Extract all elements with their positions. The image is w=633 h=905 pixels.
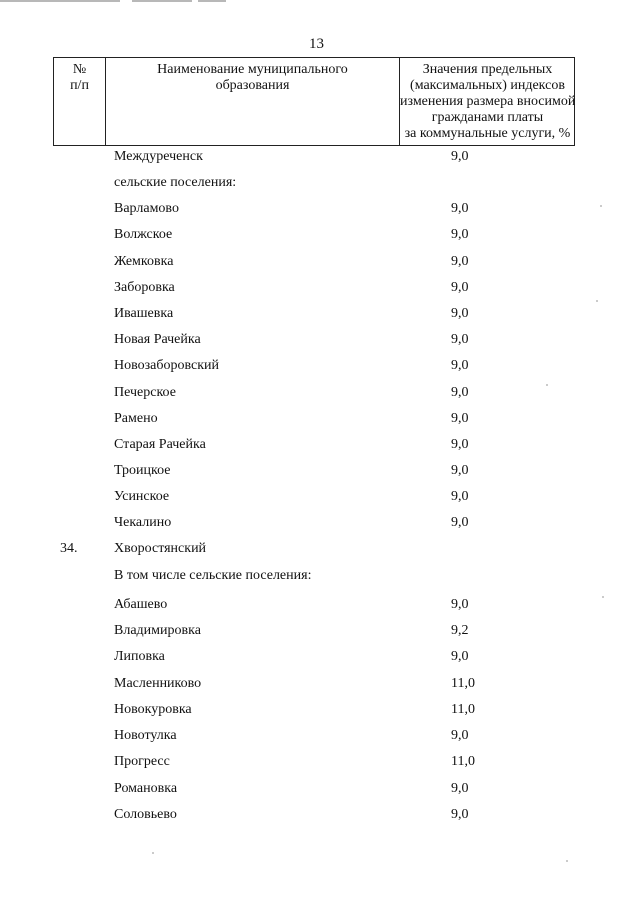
- table-row: [0, 754, 633, 774]
- table-row: [0, 623, 633, 643]
- row-name: Масленниково: [114, 676, 202, 691]
- row-name: Ивашевка: [114, 306, 174, 321]
- row-name: Усинское: [114, 489, 170, 504]
- header-value-column: [400, 58, 575, 145]
- row-name: Троицкое: [114, 463, 171, 478]
- table-row: [0, 306, 633, 326]
- table-row: [0, 702, 633, 722]
- row-name: Прогресс: [114, 754, 170, 769]
- row-name: Волжское: [114, 227, 173, 242]
- row-value: 9,0: [451, 332, 469, 347]
- row-value: 9,0: [451, 358, 469, 373]
- row-name: Заборовка: [114, 280, 175, 295]
- scan-speck: [546, 384, 548, 386]
- table-row: [0, 149, 633, 169]
- page-number: 13: [309, 36, 324, 52]
- row-name: Романовка: [114, 781, 178, 796]
- row-name: Междуреченск: [114, 149, 203, 164]
- row-name: Новая Рачейка: [114, 332, 201, 347]
- table-row: [0, 411, 633, 431]
- header-value-line: изменения размера вносимой: [400, 94, 576, 109]
- table-row: [0, 541, 633, 561]
- table-row: [0, 728, 633, 748]
- scan-speck: [600, 205, 602, 207]
- scan-speck: [596, 300, 598, 302]
- scan-speck: [602, 596, 604, 598]
- scan-mark: [132, 0, 192, 2]
- row-value: 9,0: [451, 463, 469, 478]
- row-name: Варламово: [114, 201, 179, 216]
- table-row: [0, 489, 633, 509]
- table-row: [0, 463, 633, 483]
- row-name: Соловьево: [114, 807, 177, 822]
- row-value: 9,0: [451, 489, 469, 504]
- row-name: Владимировка: [114, 623, 201, 638]
- table-row: [0, 201, 633, 221]
- table-row: [0, 649, 633, 669]
- row-name: сельские поселения:: [114, 175, 237, 190]
- row-value: 9,0: [451, 385, 469, 400]
- table-row: [0, 676, 633, 696]
- row-value: 9,0: [451, 227, 469, 242]
- row-value: 9,0: [451, 597, 469, 612]
- row-value: 9,0: [451, 306, 469, 321]
- table-row: [0, 385, 633, 405]
- row-value: 11,0: [451, 702, 475, 717]
- table-row: [0, 437, 633, 457]
- row-name: Новотулка: [114, 728, 177, 743]
- row-name: Новокуровка: [114, 702, 192, 717]
- row-value: 9,0: [451, 807, 469, 822]
- table-row: [0, 568, 633, 588]
- row-value: 9,2: [451, 623, 469, 638]
- scan-mark: [0, 0, 120, 2]
- row-name: Новозаборовский: [114, 358, 220, 373]
- header-name-line: Наименование муниципального: [157, 62, 348, 77]
- row-name: Старая Рачейка: [114, 437, 206, 452]
- table-header: [53, 57, 575, 146]
- row-value: 9,0: [451, 149, 469, 164]
- row-value: 9,0: [451, 728, 469, 743]
- row-value: 9,0: [451, 515, 469, 530]
- scan-speck: [152, 852, 154, 854]
- scan-mark: [198, 0, 226, 2]
- row-value: 9,0: [451, 201, 469, 216]
- header-name-line: образования: [215, 78, 290, 93]
- row-name: Абашево: [114, 597, 168, 612]
- row-number: 34.: [60, 541, 78, 556]
- row-name: Липовка: [114, 649, 165, 664]
- row-name: В том числе сельские поселения:: [114, 568, 312, 583]
- row-name: Хворостянский: [114, 541, 207, 556]
- row-value: 9,0: [451, 280, 469, 295]
- table-row: [0, 807, 633, 827]
- row-value: 11,0: [451, 754, 475, 769]
- row-value: 9,0: [451, 781, 469, 796]
- table-row: [0, 515, 633, 535]
- row-name: Жемковка: [114, 254, 174, 269]
- row-value: 9,0: [451, 437, 469, 452]
- row-name: Чекалино: [114, 515, 172, 530]
- header-value-line: Значения предельных: [422, 62, 553, 77]
- header-number-line: №: [72, 62, 87, 77]
- scan-speck: [566, 860, 568, 862]
- row-value: 9,0: [451, 411, 469, 426]
- table-row: [0, 175, 633, 195]
- header-number-line: п/п: [70, 78, 89, 93]
- table-row: [0, 254, 633, 274]
- row-value: 11,0: [451, 676, 475, 691]
- header-value-line: гражданами платы: [431, 110, 544, 125]
- header-value-line: (максимальных) индексов: [410, 78, 565, 93]
- header-number-column: [54, 58, 106, 145]
- row-value: 9,0: [451, 649, 469, 664]
- row-name: Рамено: [114, 411, 158, 426]
- row-value: 9,0: [451, 254, 469, 269]
- header-value-line: за коммунальные услуги, %: [404, 126, 571, 141]
- table-row: [0, 280, 633, 300]
- row-name: Печерское: [114, 385, 176, 400]
- table-row: [0, 358, 633, 378]
- table-row: [0, 227, 633, 247]
- table-row: [0, 597, 633, 617]
- table-row: [0, 781, 633, 801]
- table-row: [0, 332, 633, 352]
- header-name-column: [106, 58, 400, 145]
